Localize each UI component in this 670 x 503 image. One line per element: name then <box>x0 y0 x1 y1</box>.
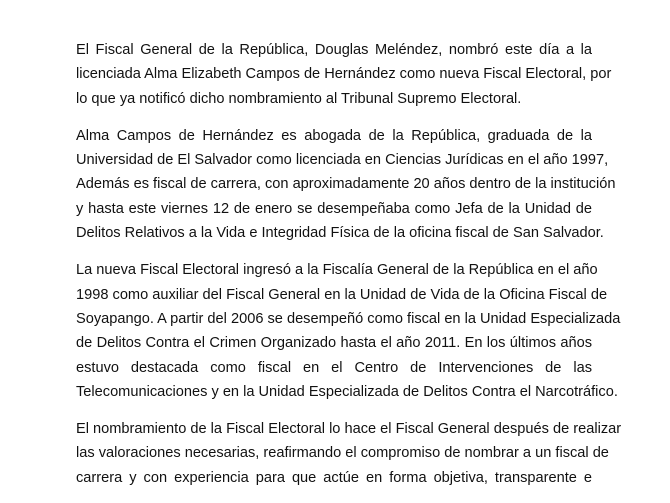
paragraph-line: licenciada Alma Elizabeth Campos de Hernández como nueva Fiscal Electoral, por <box>76 66 612 83</box>
paragraph-line: 1998 como auxiliar del Fiscal General en la Unidad de Vida de la Oficina Fiscal de <box>76 286 608 303</box>
paragraph-line: El Fiscal General de la República, Douglas Meléndez, nombró este día a la <box>76 42 592 58</box>
paragraph-4 <box>76 417 622 490</box>
paragraph-line: Telecomunicaciones y en la Unidad Especializada de Delitos Contra el Narcotráfico. <box>76 383 618 400</box>
paragraph-3 <box>76 258 621 404</box>
paragraph-line: Además es fiscal de carrera, con aproximadamente 20 años dentro de la institución <box>76 176 616 193</box>
paragraph-line: La nueva Fiscal Electoral ingresó a la Fiscalía General de la República en el año <box>76 262 598 279</box>
paragraph-line: de Delitos Contra el Crimen Organizado hasta el año 2011. En los últimos años <box>76 335 592 352</box>
paragraph-line: Delitos Relativos a la Vida e Integridad Física de la oficina fiscal de San Salvador. <box>76 225 604 242</box>
paragraph-line: Soyapango. A partir del 2006 se desempeñó como fiscal en la Unidad Especializada <box>76 310 621 327</box>
paragraph-1 <box>76 38 612 111</box>
paragraph-line: Alma Campos de Hernández es abogada de la República, graduada de la <box>76 127 592 144</box>
paragraph-line: estuvo destacada como fiscal en el Centro de Intervenciones de las <box>76 359 592 376</box>
paragraph-line: El nombramiento de la Fiscal Electoral lo hace el Fiscal General después de realizar <box>76 421 622 438</box>
paragraph-line: y hasta este viernes 12 de enero se desempeñaba como Jefa de la Unidad de <box>76 200 592 217</box>
document-body <box>76 38 622 503</box>
paragraph-line: lo que ya notificó dicho nombramiento al Tribunal Supremo Electoral. <box>76 90 522 107</box>
paragraph-line: carrera y con experiencia para que actúe en forma objetiva, transparente e <box>76 469 592 486</box>
paragraph-2 <box>76 124 616 245</box>
paragraph-line: las valoraciones necesarias, reafirmando el compromiso de nombrar a un fiscal de <box>76 445 609 462</box>
paragraph-line: Universidad de El Salvador como licenciada en Ciencias Jurídicas en el año 1997, <box>76 152 609 169</box>
